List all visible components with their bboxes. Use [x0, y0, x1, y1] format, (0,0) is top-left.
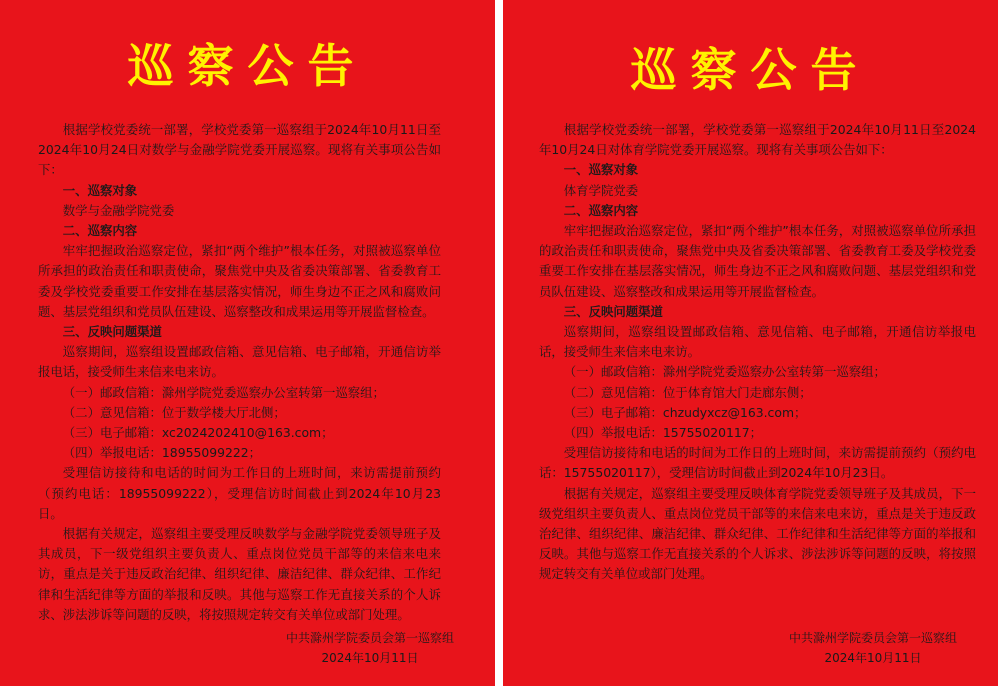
- signature-org: 中共滁州学院委员会第一巡察组: [788, 631, 957, 645]
- poster-left: [0, 0, 495, 686]
- section-body-content: 牢牢把握政治巡察定位，紧扣“两个维护”根本任务，对照被巡察单位所承担的政治责任和职责使命，聚焦党中央及省委决策部署、省委教育工委及学校党委重要工作安排在基层落实情况，师生身边不正之风和腐败问题、基层党组织和党员队伍建设、巡察整改和成果运用等开展监督检查。: [539, 223, 976, 299]
- signature-date: 2024年10月11日: [321, 651, 419, 665]
- section-heading-target: 一、巡察对象: [563, 162, 639, 178]
- section-heading-channels: 三、反映问题渠道: [563, 303, 663, 319]
- channel-phone: （四）举报电话：18955099222；: [62, 445, 262, 461]
- channel-postal: （一）邮政信箱：滁州学院党委巡察办公室转第一巡察组；: [62, 384, 385, 400]
- time-note-paragraph: 受理信访接待和电话的时间为工作日的上班时间，来访需提前预约（预约电话：15755020117），受理信访时间截止到2024年10月23日。: [539, 445, 976, 481]
- section-body-channels: 巡察期间，巡察组设置邮政信箱、意见信箱、电子邮箱，开通信访举报电话，接受师生来信来电来访。: [38, 344, 441, 380]
- signature-org: 中共滁州学院委员会第一巡察组: [285, 631, 454, 645]
- signature-date: 2024年10月11日: [824, 651, 922, 665]
- section-body-content: 牢牢把握政治巡察定位，紧扣“两个维护”根本任务，对照被巡察单位所承担的政治责任和职责使命，聚焦党中央及省委决策部署、省委教育工委及学校党委重要工作安排在基层落实情况，师生身边不正之风和腐败问题、基层党组织和党员队伍建设、巡察整改和成果运用等开展监督检查。: [38, 243, 441, 319]
- poster-body: [38, 120, 441, 625]
- poster-title: 巡察公告: [127, 39, 368, 93]
- channel-postal: （一）邮政信箱：滁州学院党委巡察办公室转第一巡察组；: [563, 364, 886, 380]
- poster-body: [539, 120, 976, 585]
- channel-phone: （四）举报电话：15755020117；: [563, 425, 763, 441]
- section-heading-channels: 三、反映问题渠道: [62, 324, 162, 340]
- channel-email: （三）电子邮箱：chzudyxcz@163.com；: [563, 404, 807, 420]
- section-body-target: 体育学院党委: [563, 182, 639, 198]
- intro-paragraph: 根据学校党委统一部署，学校党委第一巡察组于2024年10月11日至2024年10月24日对数学与金融学院党委开展巡察。现将有关事项公告如下：: [38, 122, 441, 178]
- rules-paragraph: 根据有关规定，巡察组主要受理反映数学与金融学院党委领导班子及其成员，下一级党组织主要负责人、重点岗位党员干部等的来信来电来访，重点是关于违反政治纪律、组织纪律、廉洁纪律、群众纪律、工作纪律和生活纪律等方面的举报和反映。其他与巡察工作无直接关系的个人诉求、涉法涉诉等问题的反映，将按照规定转交有关单位或部门处理。: [38, 526, 441, 622]
- section-body-target: 数学与金融学院党委: [62, 202, 175, 218]
- signature-block: [773, 628, 973, 668]
- signature-block: [270, 628, 470, 668]
- channel-suggestion-box: （二）意见信箱：位于体育馆大门走廊东侧；: [563, 384, 812, 400]
- section-heading-target: 一、巡察对象: [62, 182, 138, 198]
- channel-email: （三）电子邮箱：xc2024202410@163.com；: [62, 425, 334, 441]
- channel-suggestion-box: （二）意见信箱：位于数学楼大厅北侧；: [62, 404, 286, 420]
- rules-paragraph: 根据有关规定，巡察组主要受理反映体育学院党委领导班子及其成员，下一级党组织主要负责人、重点岗位党员干部等的来信来电来访，重点是关于违反政治纪律、组织纪律、廉洁纪律、群众纪律、工作纪律和生活纪律等方面的举报和反映。其他与巡察工作无直接关系的个人诉求、涉法涉诉等问题的反映，将按照规定转交有关单位或部门处理。: [539, 485, 976, 582]
- time-note-paragraph: 受理信访接待和电话的时间为工作日的上班时间，来访需提前预约（预约电话：18955099222），受理信访时间截止到2024年10月23日。: [38, 465, 441, 521]
- intro-paragraph: 根据学校党委统一部署，学校党委第一巡察组于2024年10月11日至2024年10月24日对体育学院党委开展巡察。现将有关事项公告如下：: [539, 122, 976, 158]
- poster-right: [503, 0, 998, 686]
- poster-title: 巡察公告: [630, 43, 871, 97]
- section-heading-content: 二、巡察内容: [62, 223, 138, 239]
- section-body-channels: 巡察期间，巡察组设置邮政信箱、意见信箱、电子邮箱，开通信访举报电话，接受师生来信来电来访。: [539, 324, 976, 360]
- section-heading-content: 二、巡察内容: [563, 202, 639, 218]
